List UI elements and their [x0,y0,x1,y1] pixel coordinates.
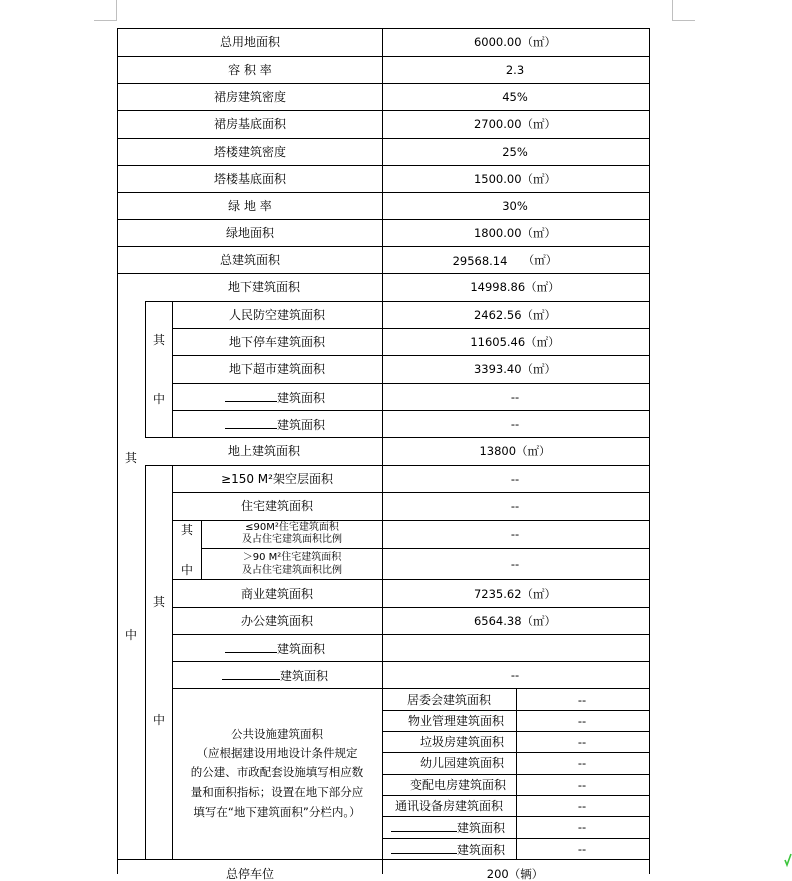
civil-defense-area-value: 2462.56（㎡） [473,308,557,322]
gt90-residential-value: -- [510,557,520,571]
above-zhong-label: 中 [153,713,166,727]
kindergarten-area-value: -- [577,756,587,770]
public-facilities-line-4: 量和面积指标；设置在地下部分应 [190,785,364,799]
edge-mark-icon [784,852,792,868]
underground-market-area-value: 3393.40（㎡） [473,362,557,376]
garbage-room-area-label: 垃圾房建筑面积 [419,735,505,749]
above-ground-area-label: 地上建筑面积 [227,444,301,458]
office-area-value: 6564.38（㎡） [473,614,557,628]
residents-committee-area-label: 居委会建筑面积 [406,693,492,707]
total-land-area-value: 6000.00（㎡） [473,35,557,49]
public-blank-area-label-2: 建筑面积 [391,842,505,857]
total-land-area-label: 总用地面积 [219,35,281,49]
underground-market-area-label: 地下超市建筑面积 [228,362,326,376]
tower-base-area-value: 1500.00（㎡） [473,172,557,186]
above-blank-area-value-2: -- [510,668,520,682]
gt90-residential-label-line1: ＞90 M²住宅建筑面积 [242,552,342,563]
gt90-residential-label-line2: 及占住宅建筑面积比例 [242,565,342,576]
tower-base-area-label: 塔楼基底面积 [213,172,287,186]
telecom-room-area-value: -- [577,799,587,813]
above-ground-area-value: 13800（㎡） [479,444,551,458]
above-qi-label: 其 [153,595,166,609]
podium-density-label: 裙房建筑密度 [213,90,287,104]
le90-residential-label-line2: 及占住宅建筑面积比例 [242,534,342,545]
residential-area-label: 住宅建筑面积 [240,499,314,513]
total-parking-value: 200（辆） [486,867,544,881]
underground-blank-area-label-2: 建筑面积 [225,417,325,432]
underground-blank-area-value-1: -- [510,390,520,404]
underground-area-label: 地下建筑面积 [227,280,301,294]
underground-parking-area-label: 地下停车建筑面积 [228,335,326,349]
residents-committee-area-value: -- [577,693,587,707]
underground-blank-area-value-2: -- [510,417,520,431]
public-blank-area-label-1: 建筑面积 [391,820,505,835]
total-parking-label: 总停车位 [225,867,275,881]
green-area-label: 绿地面积 [225,226,275,240]
tower-density-label: 塔楼建筑密度 [213,145,287,159]
green-rate-label: 绿 地 率 [228,199,272,213]
kindergarten-area-label: 幼儿园建筑面积 [419,756,505,770]
total-floor-area-label: 总建筑面积 [219,253,281,267]
stilt-floor-area-label: ≥150 M²架空层面积 [221,472,333,486]
group-zhong-label: 中 [125,628,138,642]
underground-area-value: 14998.86（㎡） [470,280,560,294]
page-crop-mark-left [94,0,117,21]
underground-parking-area-value: 11605.46（㎡） [470,335,560,349]
commercial-area-value: 7235.62（㎡） [473,587,557,601]
green-rate-value: 30% [502,199,528,213]
far-label: 容 积 率 [228,63,272,77]
public-facilities-line-5: 填写在“地下建筑面积”分栏内。） [193,805,361,819]
group-qi-label: 其 [125,451,138,465]
underground-zhong-label: 中 [153,392,166,406]
podium-density-value: 45% [502,90,528,104]
underground-blank-area-label-1: 建筑面积 [225,390,325,405]
total-floor-area-unit: （㎡） [522,253,558,267]
public-facilities-line-1: 公共设施建筑面积 [231,727,323,741]
civil-defense-area-label: 人民防空建筑面积 [228,308,326,322]
garbage-room-area-value: -- [577,735,587,749]
residential-qi-label: 其 [181,523,194,537]
substation-area-label: 变配电房建筑面积 [409,778,507,792]
substation-area-value: -- [577,778,587,792]
commercial-area-label: 商业建筑面积 [240,587,314,601]
property-management-area-value: -- [577,714,587,728]
public-facilities-line-3: 的公建、市政配套设施填写相应数 [190,765,364,779]
podium-base-area-value: 2700.00（㎡） [473,117,557,131]
office-area-label: 办公建筑面积 [240,614,314,628]
stilt-floor-area-value: -- [510,472,520,486]
above-blank-area-label-1: 建筑面积 [225,641,325,656]
residential-area-value: -- [510,499,520,513]
far-value: 2.3 [505,63,525,77]
telecom-room-area-label: 通讯设备房建筑面积 [394,799,504,813]
above-blank-area-label-2: 建筑面积 [222,668,328,683]
le90-residential-label-line1: ≤90M²住宅建筑面积 [245,522,339,533]
public-blank-area-value-2: -- [577,842,587,856]
le90-residential-value: -- [510,527,520,541]
public-facilities-line-2: （应根据建设用地设计条件规定 [196,746,358,760]
underground-qi-label: 其 [153,333,166,347]
public-blank-area-value-1: -- [577,820,587,834]
residential-zhong-label: 中 [181,563,194,577]
tower-density-value: 25% [502,145,528,159]
page-crop-mark-right [672,0,695,21]
total-floor-area-value: 29568.14 [452,254,508,268]
green-area-value: 1800.00（㎡） [473,226,557,240]
property-management-area-label: 物业管理建筑面积 [407,714,505,728]
podium-base-area-label: 裙房基底面积 [213,117,287,131]
